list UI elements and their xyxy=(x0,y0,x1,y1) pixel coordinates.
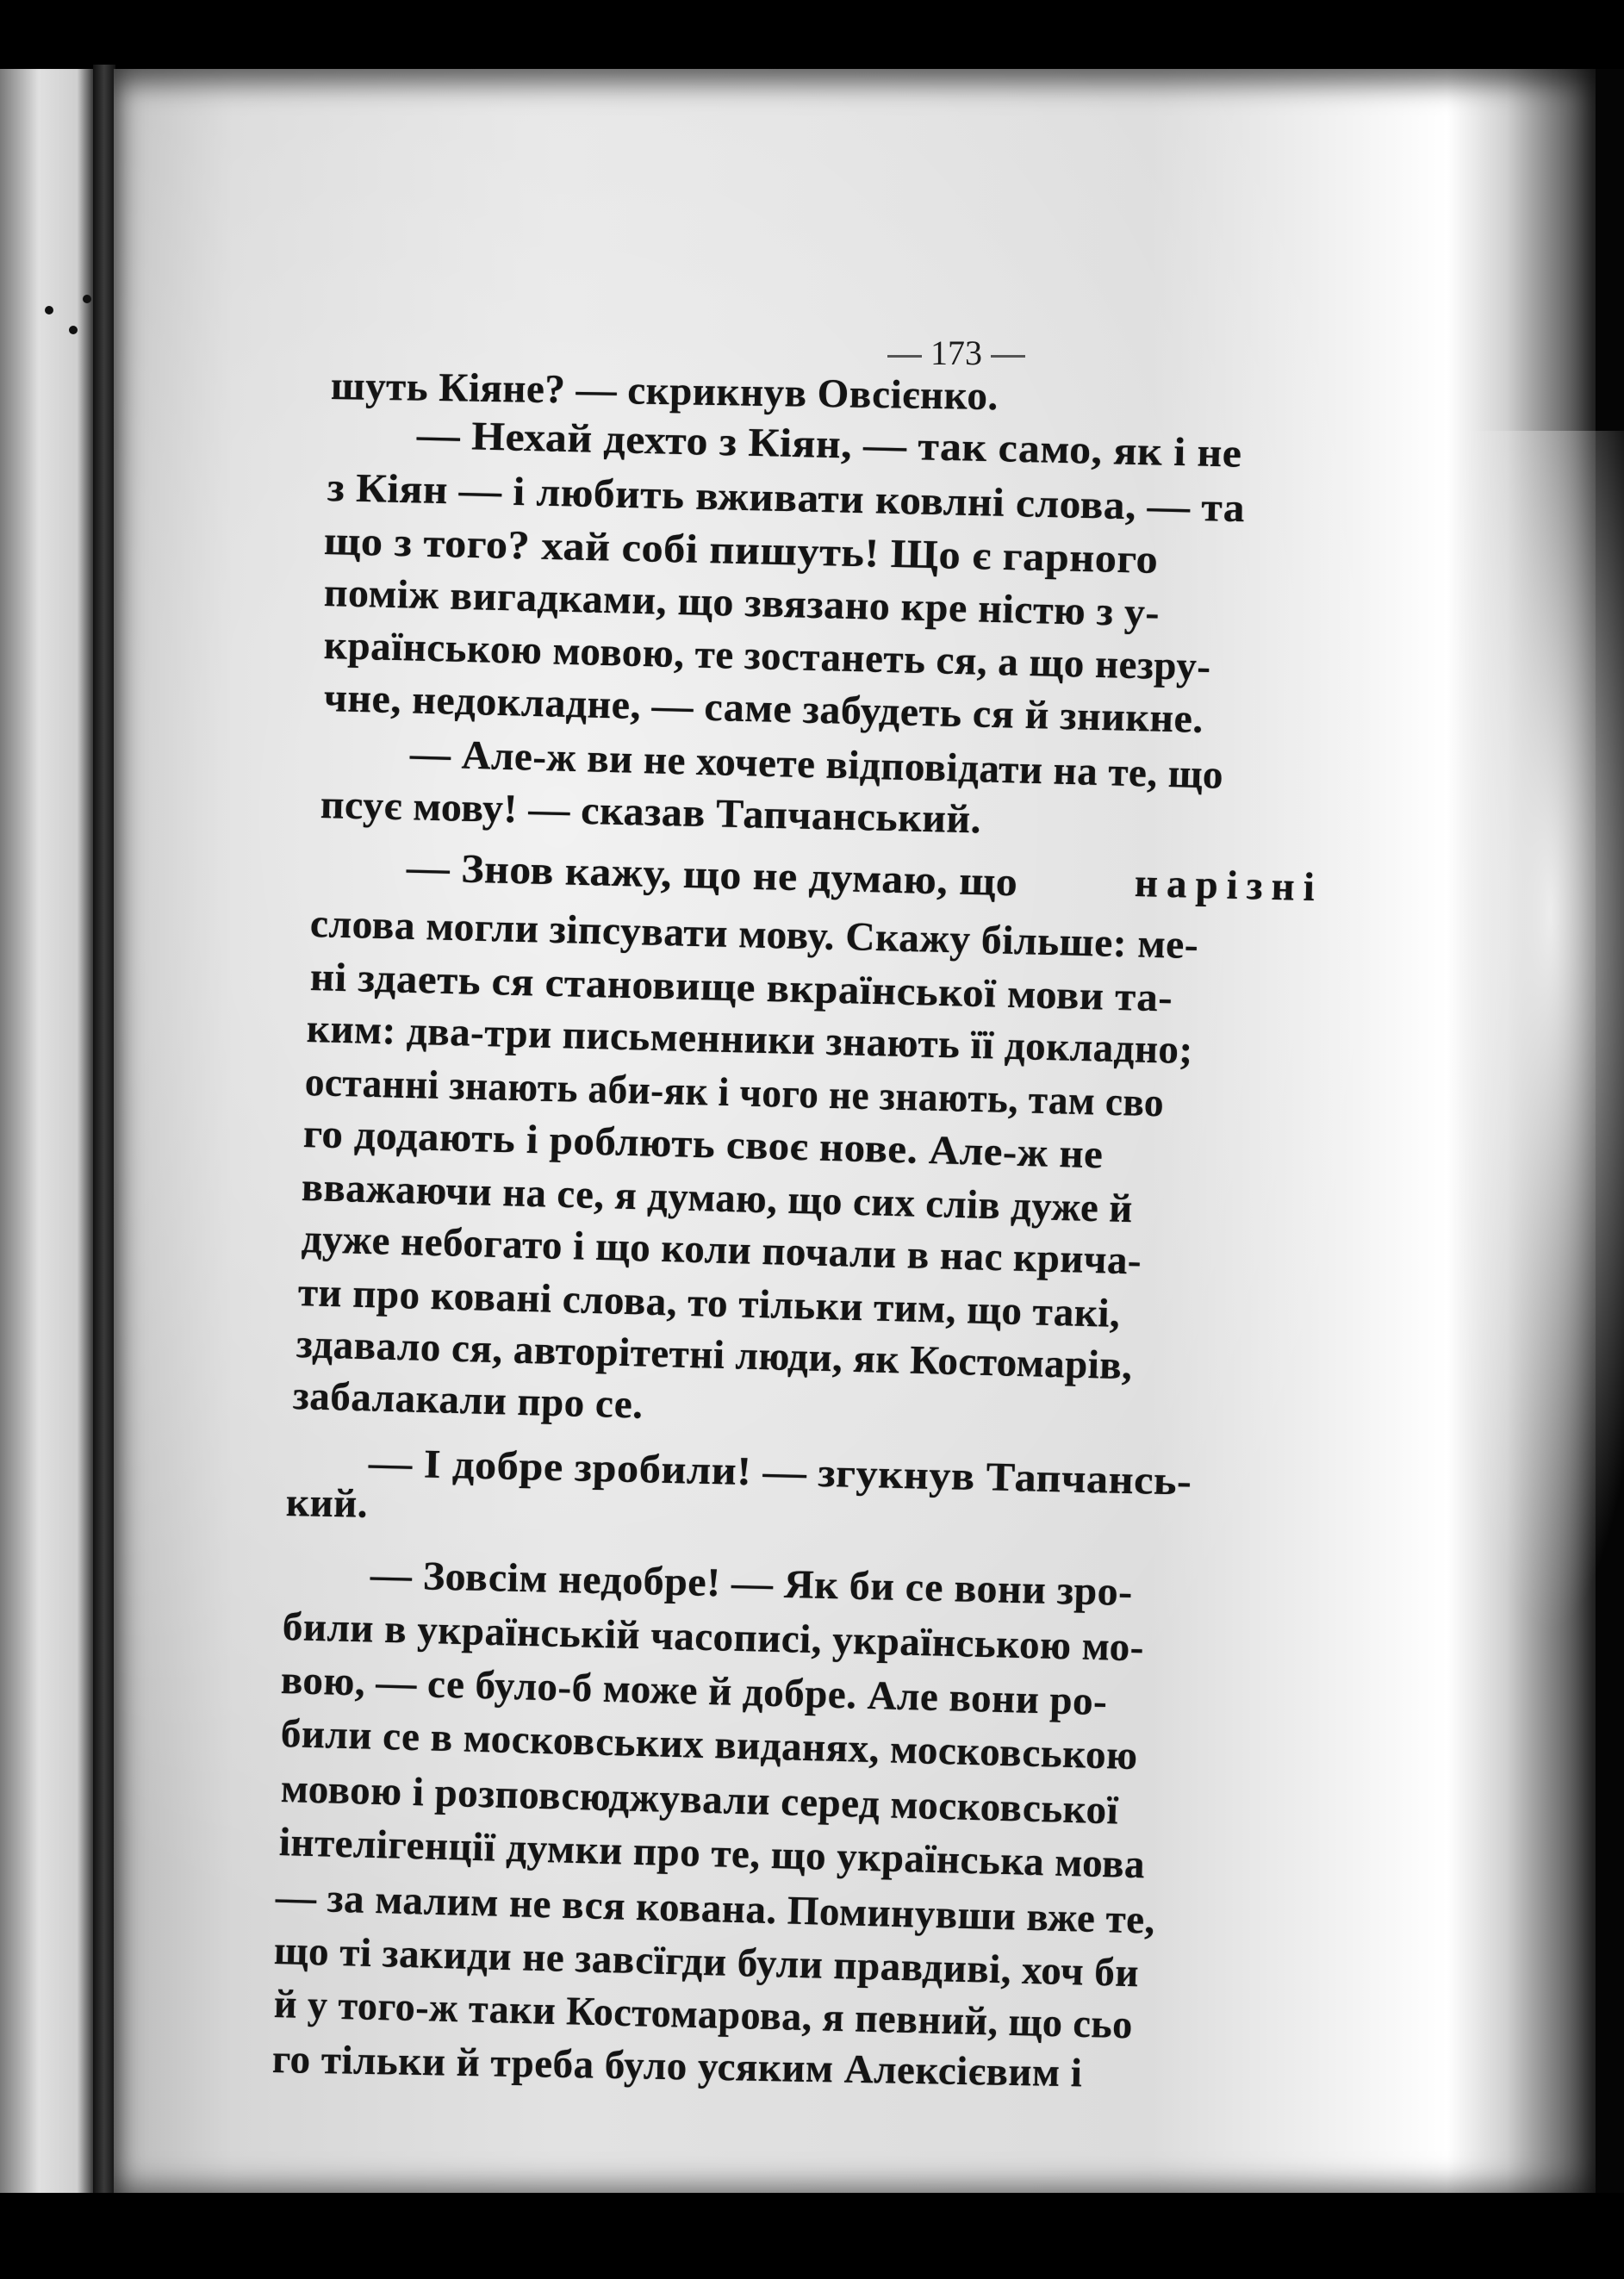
text-line: що з того? хай собі пишуть! Що є гарного xyxy=(323,519,1159,582)
page-number-header xyxy=(853,332,1060,375)
text-line: здавало ся, авторітетні люди, як Костомарів, xyxy=(296,1322,1134,1389)
text-line: останні знають аби-як і чого не знають, там сво xyxy=(304,1060,1165,1126)
text-line: псує мову! — сказав Тапчанський. xyxy=(320,782,982,843)
text-line: чне, недокладне, — саме забудеть ся й зникне. xyxy=(323,676,1204,742)
scan-top-border xyxy=(0,0,1624,69)
text-line: забалакали про се. xyxy=(292,1373,644,1428)
text-line: інтелігенції думки про те, що українська мова xyxy=(278,1820,1146,1888)
text-line: — Зовсім недобре! — Як би се вони зро- xyxy=(370,1553,1134,1616)
text-line: били в українській часописі, українською мо- xyxy=(282,1604,1145,1671)
text-line: — Нехай дехто з Кіян, — так само, як і не xyxy=(416,413,1243,476)
text-line: дуже небогато і що коли почали в нас крича- xyxy=(301,1217,1142,1284)
header-dash-left xyxy=(887,355,922,358)
ink-speck xyxy=(45,306,53,314)
text-line: ні здаеть ся становище вкраїнської мови та- xyxy=(309,955,1173,1021)
text-line: го тільки й треба було усяким Алексієвим і xyxy=(271,2037,1083,2096)
ink-speck xyxy=(69,326,78,334)
text-line: країнською мовою, те зостанеть ся, а що незру- xyxy=(323,623,1212,690)
page-number: 173 xyxy=(930,333,982,372)
text-line: — І добре зробили! — згукнув Тапчансь- xyxy=(368,1441,1193,1504)
book-page xyxy=(114,69,1596,2206)
text-line: вою, — се було-б може й добре. Але вони ро- xyxy=(280,1658,1109,1725)
text-line: мовою і розповсюджували серед московської xyxy=(280,1766,1119,1834)
header-dash-right xyxy=(991,355,1025,358)
text-line: ким: два-три письменники знають її докладно; xyxy=(306,1006,1194,1074)
text-line: — Але-ж ви не хочете відповідати на те, що xyxy=(409,732,1224,798)
scan-bottom-border xyxy=(0,2193,1624,2279)
text-line-spaced: нарізні xyxy=(1134,861,1324,911)
text-line: — за малим не вся кована. Поминувши вже те, xyxy=(275,1875,1156,1943)
text-line: шуть Кіяне? — скрикнув Овсієнко. xyxy=(330,364,999,420)
ink-speck xyxy=(83,295,91,303)
book-binding xyxy=(93,65,115,2210)
text-line: поміж вигадками, що звязано кре ністю з у- xyxy=(323,570,1160,636)
text-line: й у того-ж таки Костомарова, я певний, що сьо xyxy=(273,1982,1134,2048)
text-line: що ті закиди не завсїгди були правдиві, хоч би xyxy=(273,1928,1140,1996)
previous-page-edge xyxy=(0,69,96,2206)
text-line: вважаючи на се, я думаю, що сих слів дуже й xyxy=(301,1165,1134,1232)
text-line: ти про ковані слова, то тільки тим, що такі, xyxy=(297,1270,1121,1336)
text-line: з Кіян — і любить вживати ковлні слова, — та xyxy=(327,465,1246,532)
text-line: слова могли зіпсувати мову. Скажу більше: ме- xyxy=(309,901,1199,968)
text-line: го додають і роблють своє нове. Але-ж не xyxy=(302,1111,1104,1178)
text-line: кий. xyxy=(285,1480,369,1527)
text-line: — Знов кажу, що не думаю, що xyxy=(406,845,1019,906)
text-line: били се в московських виданях, московською xyxy=(280,1711,1139,1779)
